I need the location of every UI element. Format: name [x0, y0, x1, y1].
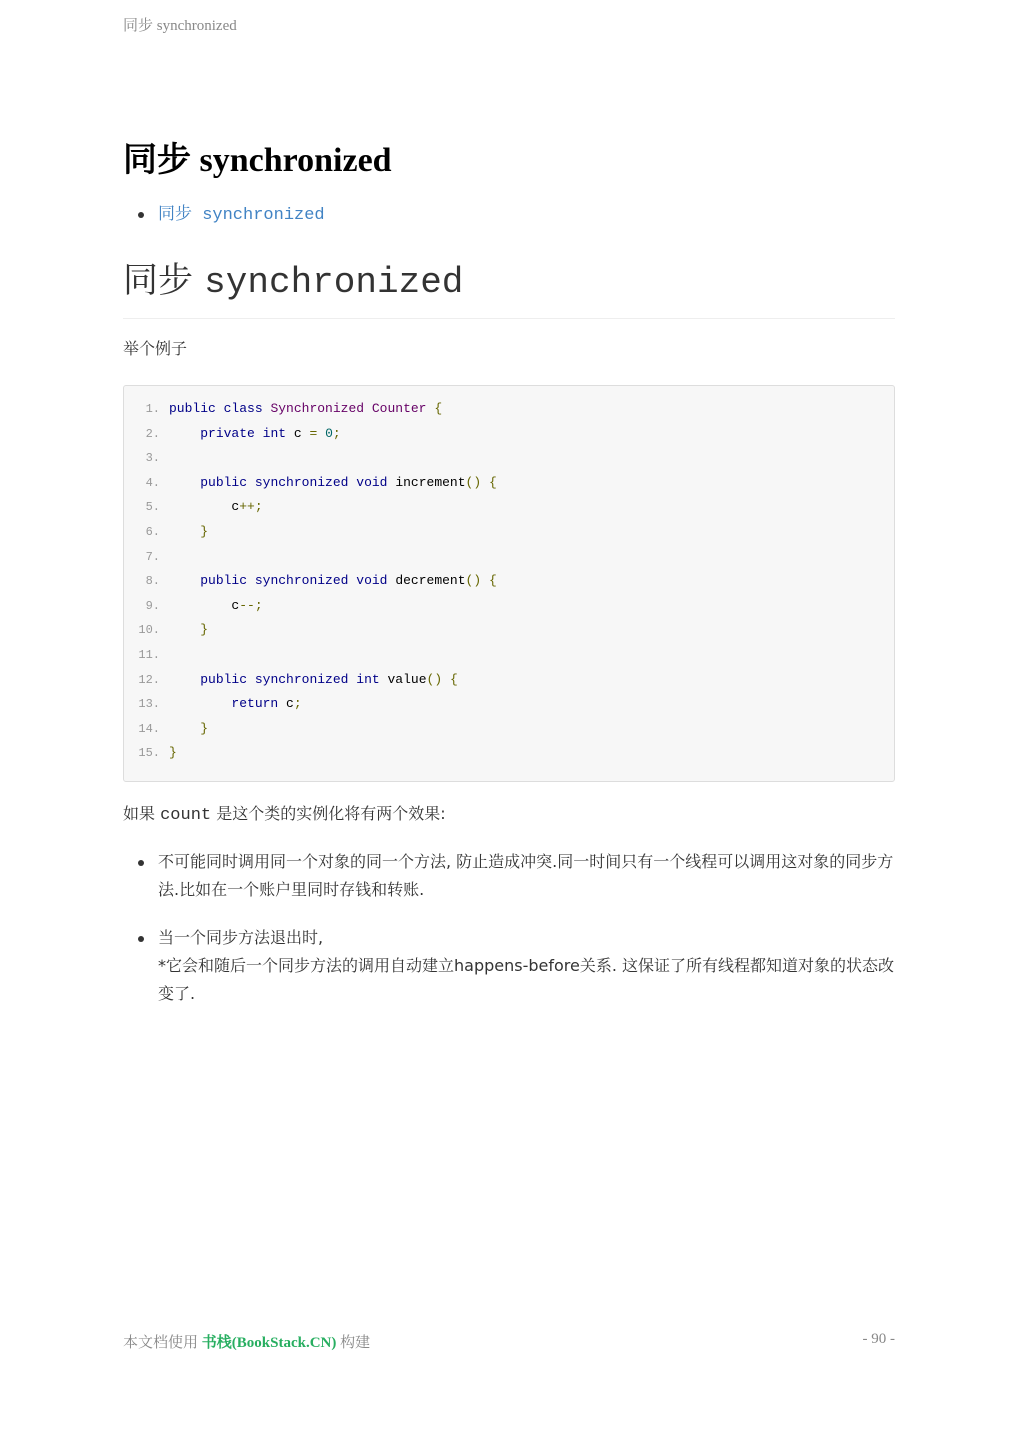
code-text: } — [200, 523, 209, 539]
footer-suffix: 构建 — [340, 1335, 371, 1351]
line-number: 15. — [138, 746, 160, 761]
line-number: 5. — [145, 500, 160, 515]
line-number: 12. — [138, 672, 160, 687]
code-text: public class Synchronized Counter { — [169, 401, 443, 416]
effects-list — [123, 848, 895, 1028]
table-of-contents — [123, 200, 325, 230]
code-line — [124, 692, 497, 717]
list-item — [123, 848, 895, 904]
code-line — [124, 446, 497, 471]
code-line — [124, 668, 497, 693]
para-inline-code: count — [160, 806, 212, 825]
code-text: c--; — [231, 597, 263, 613]
code-line — [124, 520, 497, 545]
line-number: 10. — [138, 623, 160, 638]
code-text: c++; — [231, 499, 263, 515]
section-title-code: synchronized — [204, 262, 464, 303]
footer-link[interactable]: 书栈(BookStack.CN) — [201, 1335, 337, 1351]
line-number: 8. — [145, 574, 160, 589]
footer-credit — [123, 1331, 370, 1352]
line-number: 14. — [138, 721, 160, 736]
section-title-cn: 同步 — [123, 261, 194, 301]
book-title: 同步 synchronized — [123, 142, 392, 179]
code-line — [124, 741, 497, 766]
code-text: } — [169, 745, 177, 761]
list-item-line2: *它会和随后一个同步方法的调用自动建立happens-before关系. 这保证了所有线程都知道对象的状态改变了. — [158, 956, 895, 1003]
line-number: 3. — [145, 451, 160, 466]
line-number: 9. — [145, 598, 160, 613]
code-line — [124, 397, 497, 422]
code-line — [124, 618, 497, 643]
page-number: - 90 - — [862, 1331, 895, 1347]
code-line — [124, 471, 497, 496]
section-title — [123, 258, 895, 319]
list-item-line1: 当一个同步方法退出时, — [158, 928, 324, 947]
code-text: public synchronized int value() { — [200, 671, 458, 687]
list-item-text: 不可能同时调用同一个对象的同一个方法, 防止造成冲突.同一时间只有一个线程可以调用这对象的同步方法.比如在一个账户里同时存钱和转账. — [158, 852, 894, 899]
line-number: 7. — [145, 549, 160, 564]
line-number: 4. — [145, 475, 160, 490]
line-number: 1. — [145, 402, 160, 416]
toc-item[interactable] — [123, 200, 325, 230]
code-line — [124, 422, 497, 447]
code-line — [124, 545, 497, 570]
toc-item-link[interactable]: 同步 synchronized — [158, 206, 325, 225]
code-text: public synchronized void decrement() { — [200, 573, 497, 589]
code-text: public synchronized void increment() { — [200, 474, 497, 490]
effects-paragraph — [123, 801, 446, 829]
code-text: return c; — [231, 696, 302, 712]
footer-prefix: 本文档使用 — [123, 1335, 199, 1351]
list-item — [123, 924, 895, 1008]
code-line — [124, 594, 497, 619]
line-number: 11. — [138, 647, 160, 662]
code-line — [124, 717, 497, 742]
code-text: private int c = 0; — [200, 425, 341, 441]
running-header: 同步 synchronized — [123, 18, 237, 34]
code-lines — [124, 397, 497, 766]
line-number: 13. — [138, 697, 160, 712]
code-text: } — [200, 622, 209, 638]
line-number: 2. — [145, 426, 160, 441]
intro-text: 举个例子 — [123, 339, 188, 358]
para-after: 是这个类的实例化将有两个效果: — [216, 804, 446, 823]
code-line — [124, 643, 497, 668]
code-block — [123, 385, 895, 782]
code-line — [124, 495, 497, 520]
para-before: 如果 — [123, 804, 156, 823]
line-number: 6. — [145, 524, 160, 539]
code-line — [124, 569, 497, 594]
code-text: } — [200, 720, 209, 736]
